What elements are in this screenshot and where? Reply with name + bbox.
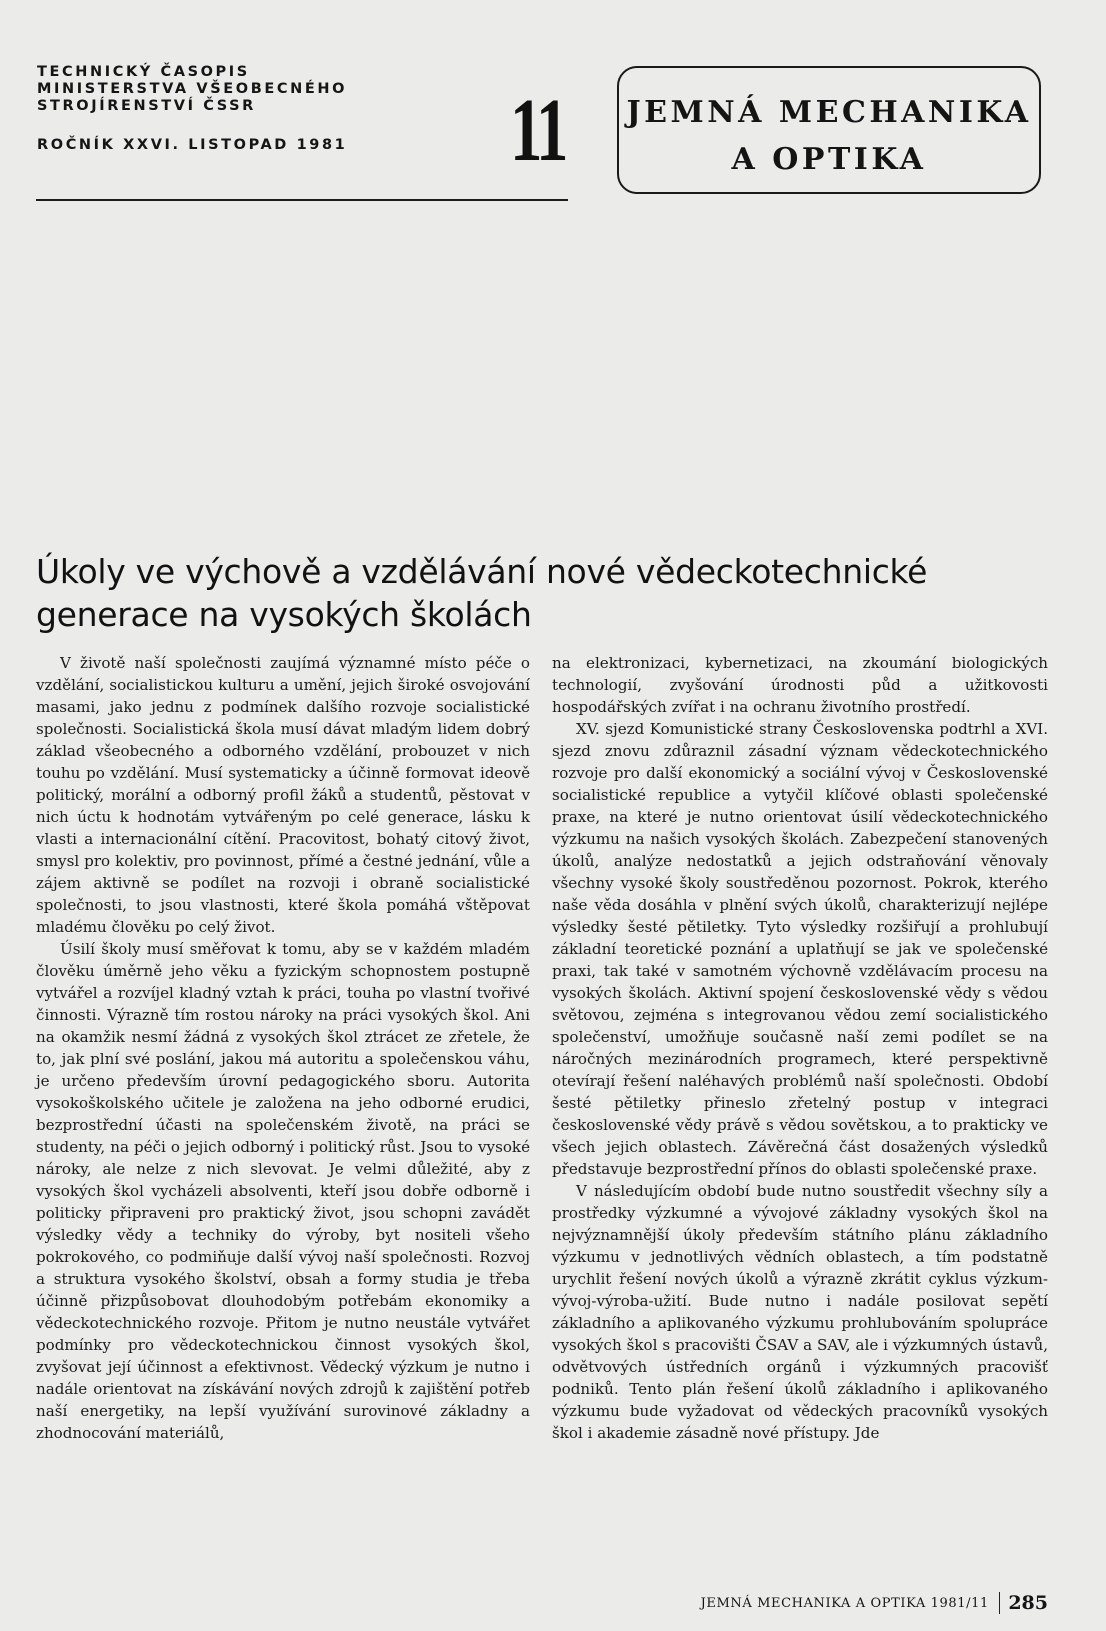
article-paragraph: Úsilí školy musí směřovat k tomu, aby se v každém mladém člověku úměrně jeho věku a fyzickým schopnostem postupně vytvářel a rozvíjel kladný vztah k práci, touha po vlastní tvořivé činnosti. Výrazně tím rostou nároky na práci vysokých škol. Ani na okamžik nesmí žádná z vysokých škol ztrácet ze zřetele, že to, jak plní své poslání, jakou má autoritu a společenskou váhu, je určeno především úrovní pedagogického sboru. Autorita vysokoškolského učitele je založena na jeho odborné erudici, bezprostřední účasti na společenském životě, na práci se studenty, na péči o jejich odborný i politický růst. Jsou to vysoké nároky, ale nelze z nich slevovat. Je velmi důležité, aby z vysokých škol vycházeli absolventi, kteří jsou dobře odborně i politicky připraveni pro praktický život, jsou schopni zavádět výsledky vědy a techniky do výroby, byt nositeli všeho pokrokového, co podmiňuje další vývoj naší společnosti. Rozvoj a struktura vysokého školství, obsah a formy studia je třeba účinně přizpůsobovat dlouhodobým potřebám ekonomiky a vědeckotechnického rozvoje. Přitom je nutno neustále vytvářet podmínky pro vědeckotechnickou činnost vysokých škol, zvyšovat její účinnost a efektivnost. Vědecký výzkum je nutno i nadále orientovat na získávání nových zdrojů k zajištění potřeb naší energetiky, na lepší využívání surovinové základny a zhodnocování materiálů, — [36, 940, 530, 1442]
journal-title-line-1: JEMNÁ MECHANIKA — [626, 95, 1032, 130]
article-column-left — [36, 652, 530, 1444]
masthead-rule — [36, 199, 568, 201]
masthead-line-1: TECHNICKÝ ČASOPIS — [37, 64, 250, 80]
masthead-line-3: STROJÍRENSTVÍ ČSSR — [37, 98, 256, 114]
page-number: 285 — [1008, 1592, 1048, 1614]
masthead-publisher — [37, 64, 377, 154]
article-title: Úkoly ve výchově a vzdělávání nové vědeckotechnické generace na vysokých školách — [36, 552, 928, 634]
page-footer — [701, 1592, 1048, 1614]
masthead-line-2: MINISTERSTVA VŠEOBECNÉHO — [37, 81, 347, 97]
article-column-right — [552, 652, 1048, 1444]
footer-journal-issue: JEMNÁ MECHANIKA A OPTIKA 1981/11 — [700, 1595, 989, 1611]
article-paragraph: V životě naší společnosti zaujímá významné místo péče o vzdělání, socialistickou kulturu a umění, jejich široké osvojování masami, jako jednu z podmínek dalšího rozvoje socialistické společnosti. Socialistická škola musí dávat mladým lidem dobrý základ všeobecného a odborného vzdělání, probouzet v nich touhu po vzdělání. Musí systematicky a účinně formovat ideově politický, morální a odborný profil žáků a studentů, pěstovat v nich úctu k hodnotám vytvářeným po celé generace, lásku k vlasti a internacionální cítění. Pracovitost, bohatý citový život, smysl pro kolektiv, pro povinnost, přímé a čestné jednání, vůle a zájem aktivně se podílet na rozvoji i obraně socialistické společnosti, to jsou vlastnosti, které škola pomáhá vštěpovat mladému člověku po celý život. — [36, 654, 530, 936]
issue-volume-date: ROČNÍK XXVI. LISTOPAD 1981 — [37, 137, 348, 153]
article-paragraph-continuation: na elektronizaci, kybernetizaci, na zkoumání biologických technologií, zvyšování úrodnosti půd a užitkovosti hospodářských zvířat i na ochranu životního prostředí. — [552, 654, 1048, 716]
journal-title-line-2: A OPTIKA — [731, 142, 927, 177]
article-paragraph: XV. sjezd Komunistické strany Československa podtrhl a XVI. sjezd znovu zdůraznil zásadní význam vědeckotechnického rozvoje pro další ekonomický a sociální vývoj v Československé socialistické republice a vytyčil klíčové oblasti společenské praxe, na které je nutno orientovat úsilí vědeckotechnického výzkumu na našich vysokých školách. Zabezpečení stanovených úkolů, analýze nedostatků a jejich odstraňování věnovaly všechny vysoké školy soustředěnou pozornost. Pokrok, kterého naše věda dosáhla v plnění svých úkolů, charakterizují nejlépe výsledky šesté pětiletky. Tyto výsledky rozšiřují a prohlubují základní teoretické poznání a uplatňují se jak ve společenské praxi, tak také v samotném výchovně vzdělávacím procesu na vysokých školách. Aktivní spojení československé vědy s vědou světovou, zejména s integrovanou vědou zemí socialistického společenství, umožňuje současně naší zemi podílet se na náročných mezinárodních programech, které perspektivně otevírají řešení naléhavých problémů naší společnosti. Období šesté pětiletky přineslo zřetelný postup v integraci československé vědy právě s vědou sovětskou, a to prakticky ve všech jejich oblastech. Závěrečná část dosažených výsledků představuje bezprostřední přínos do oblasti společenské praxe. — [552, 720, 1048, 1178]
issue-number: 11 — [510, 81, 566, 180]
journal-title-box — [617, 66, 1041, 194]
article-paragraph: V následujícím období bude nutno soustředit všechny síly a prostředky výzkumné a vývojové základny vysokých škol na nejvýznamnější úkoly především státního plánu základního výzkumu v jednotlivých vědních oblastech, a tím podstatně urychlit řešení nových úkolů a výrazně zkrátit cyklus výzkum-vývoj-výroba-užití. Bude nutno i nadále posilovat sepětí základního a aplikovaného výzkumu prohlubováním spolupráce vysokých škol s pracovišti ČSAV a SAV, ale i výzkumných ústavů, odvětvových ústředních orgánů i výzkumných pracovišť podniků. Tento plán řešení úkolů základního i aplikovaného výzkumu bude vyžadovat od vědeckých pracovníků vysokých škol i akademie zásadně nové přístupy. Jde — [552, 1182, 1048, 1442]
footer-divider — [999, 1592, 1001, 1614]
